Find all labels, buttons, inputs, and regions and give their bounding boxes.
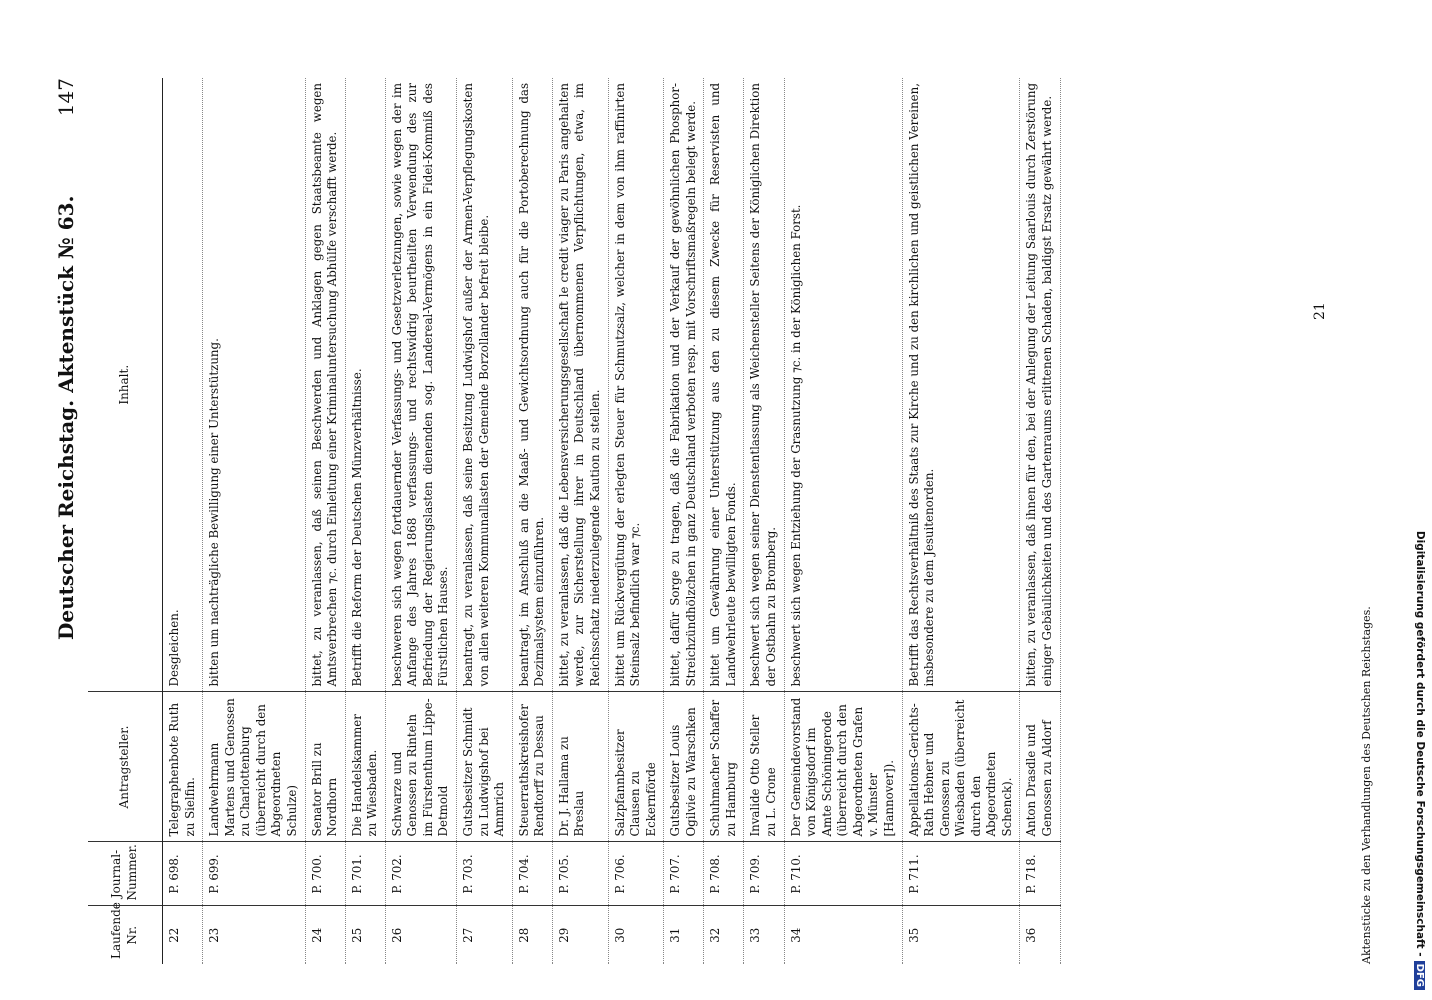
journal-number: P. 710. [784,842,902,906]
journal-number: P. 701. [345,842,385,906]
table-row [744,78,784,964]
applicant: Gutsbesitzer Louis Ogilvie zu Warschken [664,692,704,842]
applicant: Dr. J. Hallama zu Breslau [552,692,608,842]
petition-content [203,78,305,692]
page-header [50,0,86,1000]
table-row [902,78,1020,964]
petition-verb: bittet [708,653,723,687]
petition-verb: bitten, [1024,647,1039,687]
petition-content [385,78,456,692]
petition-content [512,78,552,692]
petition-verb: bitten [207,651,222,687]
petition-text: zu veranlassen, daß die Lebensversicherungsgesellschaft le credit viager zu Paris angehalten werde, zur Sicherstellung ihrer in Deutschland übernommenen Verpflichtungen, etwa, im Reichsschatz niederzulegende Kaution zu stellen. [556,83,602,687]
applicant: Steuerrathskreishofer Rendtorff zu Dessau [512,692,552,842]
table-row [512,78,552,964]
petition-content [1020,78,1060,692]
column-header-journal: Journal-Nummer. [88,842,163,906]
journal-number: P. 708. [704,842,744,906]
petition-verb: Betrifft [349,643,364,687]
row-number: 34 [784,906,902,964]
row-number: 29 [552,906,608,964]
journal-number: P. 704. [512,842,552,906]
row-number: 22 [163,906,203,964]
petition-verb: beantragt, [516,623,531,687]
journal-number: P. 702. [385,842,456,906]
petition-content [345,78,385,692]
table-row [345,78,385,964]
page-number: 147 [54,78,78,117]
applicant: Landwehrmann Martens und Genossen zu Charlottenburg (überreicht durch den Abgeordneten Schulze) [203,692,305,842]
applicant: Telegraphenbote Ruth zu Sielfin. [163,692,203,842]
table-body [163,78,1061,964]
row-number: 27 [457,906,513,964]
petition-content [457,78,513,692]
applicant: Senator Brill zu Nordhorn [305,692,345,842]
row-number: 23 [203,906,305,964]
row-number: 31 [664,906,704,964]
petition-text: um Gewährung einer Unterstützung aus den zu diesem Zwecke für Reservisten und Landwehrleute bewilligten Fonds. [708,82,738,687]
table-row [385,78,456,964]
petition-content [902,78,1020,692]
petition-verb: beantragt, [461,623,475,687]
petition-text: um Rückvergütung der erlegten Steuer für Schmutzsalz, welcher in dem von ihm raffinirten Steinsalz befindlich war ⁊c. [612,83,643,687]
table-row [552,78,608,964]
petition-text: dafür Sorge zu tragen, daß die Fabrikation und der Verkauf der gewöhnlichen Phosphor-Streichzündhölzchen in ganz Deutschland verboten resp. mit Vorschriftsmaßregeln belegt werde. [668,83,698,687]
petition-text: sich wegen fortdauernder Verfassungs- und Gesetzverletzungen, sowie wegen der im Anfange des Jahres 1868 verfassungs- und rechtswidrig beurtheilten Verwendung des zur Befriedung der Regierungslasten dienenden sog. Landereal-Vermögens in ein Fidei-Kommiß des Fürstlichen Hauses. [389,82,451,687]
petition-text: zu veranlassen, daß ihnen für den, bei der Anlegung der Leitung Saarlouis durch Zerstörung einiger Gebäulichkeiten und des Gartenraums erlittenen Schaden, baldigst Ersatz gewährt werde. [1024,82,1054,687]
petition-text: die Reform der Deutschen Münzverhältnisse. [349,368,364,640]
row-number: 24 [305,906,345,964]
petition-content [552,78,608,692]
petition-verb: bittet, [668,650,683,687]
table-row [784,78,902,964]
petition-content [744,78,784,692]
petition-verb: bittet [612,653,627,687]
journal-number: P. 703. [457,842,513,906]
row-number: 30 [608,906,664,964]
journal-number: P. 699. [203,842,305,906]
petition-content [664,78,704,692]
row-number: 26 [385,906,456,964]
petition-verb: beschwert [748,624,763,687]
applicant: Appellations-Gerichts-Rath Hebner und Genossen zu Wiesbaden (überreicht durch den Abgeordneten Schenck). [902,692,1020,842]
row-number: 36 [1020,906,1060,964]
petition-content [608,78,664,692]
journal-number: P. 718. [1020,842,1060,906]
table-row [608,78,664,964]
petition-text: sich wegen Entziehung der Grasnutzung ⁊c. in der Königlichen Forst. [788,204,803,621]
petition-verb: beschweren [389,614,404,687]
petition-verb: beschwert [788,624,803,687]
table-row [305,78,345,964]
journal-number: P. 709. [744,842,784,906]
applicant: Der Gemeindevorstand von Königsdorf im Amte Schöningerode (überreicht durch den Abgeordneten Grafen v. Münster [Hannover]). [784,692,902,842]
petition-content [163,78,203,692]
applicant: Anton Drasdle und Genossen zu Aldorf [1020,692,1060,842]
journal-number: P. 711. [902,842,1020,906]
petition-content [704,78,744,692]
footer-page-number: 21 [1312,302,1328,320]
table-row [203,78,305,964]
dfg-logo: DFG [1415,961,1426,990]
petition-verb: Betrifft [906,643,921,687]
applicant: Gutsbesitzer Schmidt zu Ludwigshof bei Ammrich [457,692,513,842]
table-row [664,78,704,964]
petition-text: Desgleichen. [167,609,181,687]
petition-verb: bittet, [309,650,324,687]
petition-text: zu veranlassen, daß seine Besitzung Ludwigshof außer der Armen-Verpflegungskosten von allen weiteren Kommunallasten der Gemeinde Borzollander befreit bleibe. [461,83,491,687]
petition-verb: bittet, [556,650,571,687]
petition-text: zu veranlassen, daß seinen Beschwerden und Anklagen gegen Staatsbeamte wegen Amtsverbrechen ⁊c. durch Einleitung einer Kriminaluntersuchung Abhülfe verschafft werde. [309,83,340,687]
row-number: 25 [345,906,385,964]
applicant: Die Handelskammer zu Wiesbaden. [345,692,385,842]
petition-text: um nachträgliche Bewilligung einer Unterstützung. [207,338,222,648]
petition-content [305,78,345,692]
row-number: 35 [902,906,1020,964]
journal-number: P. 707. [664,842,704,906]
applicant: Salzpfannbesitzer Clausen zu Eckernförde [608,692,664,842]
table-header-row [88,78,163,964]
table-row [163,78,203,964]
dfg-notice-text: Digitalisierung gefördert durch die Deutsche Forschungsgemeinschaft - [1414,530,1426,957]
petition-content [784,78,902,692]
journal-number: P. 705. [552,842,608,906]
petition-text: sich wegen seiner Dienstentlassung als Weichensteller Seitens der Königlichen Direktion der Ostbahn zu Bromberg. [748,83,778,687]
applicant: Invalide Otto Steller zu L. Crone [744,692,784,842]
table-row [704,78,744,964]
journal-number: P. 698. [163,842,203,906]
document-page [50,0,1410,1000]
journal-number: P. 706. [608,842,664,906]
petition-text: im Anschluß an die Maaß- und Gewichtsordnung auch für die Portoberechnung das Dezimalsystem einzuführen. [516,83,547,687]
column-header-antragsteller: Antragsteller. [88,692,163,842]
applicant: Schuhmacher Schaffer zu Hamburg [704,692,744,842]
petition-table [88,78,1061,964]
journal-number: P. 700. [305,842,345,906]
page-footer: Aktenstücke zu den Verhandlungen des Deutschen Reichstages. [1360,606,1373,964]
row-number: 33 [744,906,784,964]
row-number: 32 [704,906,744,964]
row-number: 28 [512,906,552,964]
applicant: Schwarze und Genossen zu Rinteln im Fürstenthum Lippe-Detmold [385,692,456,842]
table-row [457,78,513,964]
page-title: Deutscher Reichstag. Aktenstück № 63. [54,195,78,640]
petition-text: das Rechtsverhältniß des Staats zur Kirche und zu den kirchlichen und geistlichen Vereinen, insbesondere zu dem Jesuitenorden. [906,83,937,687]
table-row [1020,78,1060,964]
column-header-inhalt: Inhalt. [88,78,163,692]
column-header-nr: Laufende Nr. [88,906,163,964]
dfg-notice [1409,10,1431,990]
